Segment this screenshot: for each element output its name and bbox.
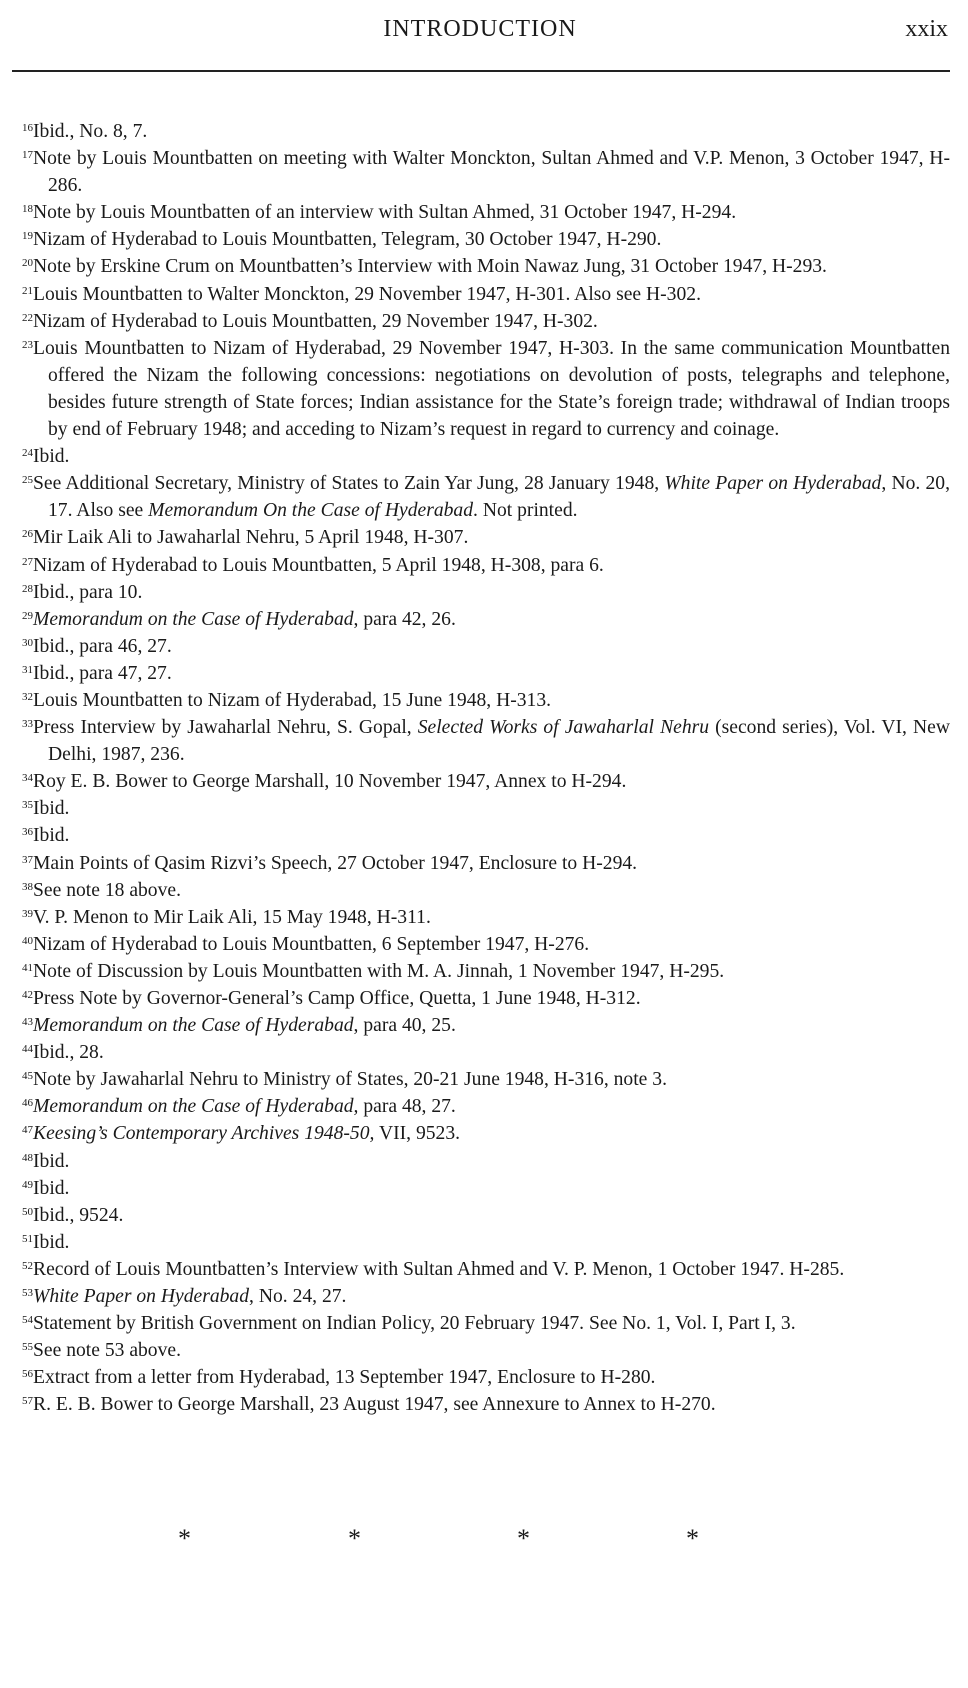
endnote-36 [22,822,950,849]
endnote-number: 36 [22,826,33,839]
endnote-number: 50 [22,1205,33,1218]
endnote-number: 30 [22,636,33,649]
page-number: xxix [905,16,948,42]
endnote-text: Ibid., para 47, 27. [33,662,172,684]
endnote-number: 27 [22,555,33,568]
endnote-italic-text: Memorandum on the Case of Hyderabad, [33,1096,359,1118]
ornament-star: * [517,1524,530,1553]
endnote-18 [22,199,950,226]
endnote-text: Mir Laik Ali to Jawaharlal Nehru, 5 April 1948, H-307. [33,527,469,549]
endnote-text: See note 18 above. [33,879,181,901]
running-title: INTRODUCTION [383,16,577,42]
endnote-number: 47 [22,1124,33,1137]
section-ornament [0,1524,968,1554]
endnote-text: Note by Louis Mountbatten of an interview with Sultan Ahmed, 31 October 1947, H-294. [33,202,737,224]
endnote-24 [22,443,950,470]
endnote-48 [22,1148,950,1175]
endnote-number: 57 [22,1395,33,1408]
endnote-number: 18 [22,203,33,216]
endnote-33 [22,714,950,768]
endnote-text: See Additional Secretary, Ministry of States to Zain Yar Jung, 28 January 1948, [33,473,665,495]
endnote-text: Ibid. [33,1150,70,1172]
endnote-text: R. E. B. Bower to George Marshall, 23 August 1947, see Annexure to Annex to H-270. [33,1394,716,1416]
endnote-italic-text: Memorandum on the Case of Hyderabad [33,608,354,630]
endnote-41 [22,958,950,985]
endnote-text: Ibid., 9524. [33,1204,124,1226]
endnote-text: See note 53 above. [33,1340,181,1362]
endnote-number: 29 [22,609,33,622]
endnote-text: Louis Mountbatten to Nizam of Hyderabad, 29 November 1947, H-303. In the same communication Mountbatten offered the Nizam the following concessions: negotiations on devolution of posts, telegraphs and telephone, besides future strength of State forces; Indian assistance for the State’s foreign trade; withdrawal of Indian troops by end of February 1948; and acceding to Nizam’s request in regard to currency and coinage. [33,337,950,441]
endnote-number: 33 [22,718,33,731]
endnote-text: Main Points of Qasim Rizvi’s Speech, 27 October 1947, Enclosure to H-294. [33,852,638,874]
endnote-italic-text: Memorandum on the Case of Hyderabad [33,1015,354,1037]
endnotes-list [22,118,950,1419]
endnote-number: 45 [22,1070,33,1083]
endnote-number: 52 [22,1259,33,1272]
endnote-text: Note by Louis Mountbatten on meeting with Walter Monckton, Sultan Ahmed and V.P. Menon, 3 October 1947, H-286. [33,148,950,197]
endnote-text: Nizam of Hyderabad to Louis Mountbatten, 5 April 1948, H-308, para 6. [33,554,604,576]
endnote-number: 44 [22,1043,33,1056]
endnote-52 [22,1256,950,1283]
endnote-text: Ibid. [33,446,70,468]
endnote-italic-text: Selected Works of Jawaharlal Nehru [417,717,710,739]
endnote-text: Press Interview by Jawaharlal Nehru, S. Gopal, [33,717,418,739]
endnote-text: Record of Louis Mountbatten’s Interview with Sultan Ahmed and V. P. Menon, 1 October 1947. H-285. [33,1258,845,1280]
endnote-text: , No. 24, 27. [249,1286,347,1308]
endnote-text: Ibid., 28. [33,1042,104,1064]
endnote-23 [22,335,950,443]
endnote-text: Nizam of Hyderabad to Louis Mountbatten, 6 September 1947, H-276. [33,933,590,955]
endnote-text: Note by Erskine Crum on Mountbatten’s Interview with Moin Nawaz Jung, 31 October 1947, H-293. [33,256,827,278]
endnote-text: Note by Jawaharlal Nehru to Ministry of States, 20-21 June 1948, H-316, note 3. [33,1069,667,1091]
endnote-text: , para 40, 25. [353,1015,456,1037]
endnote-number: 25 [22,474,33,487]
endnote-text: Ibid. [33,1231,70,1253]
endnote-text: Nizam of Hyderabad to Louis Mountbatten, 29 November 1947, H-302. [33,310,598,332]
endnote-text: Nizam of Hyderabad to Louis Mountbatten, Telegram, 30 October 1947, H-290. [33,229,662,251]
endnote-number: 46 [22,1097,33,1110]
endnote-21 [22,281,950,308]
endnote-number: 19 [22,230,33,243]
ornament-star: * [348,1524,361,1553]
endnote-text: Statement by British Government on Indian Policy, 20 February 1947. See No. 1, Vol. I, Part I, 3. [33,1313,796,1335]
endnote-number: 35 [22,799,33,812]
endnote-italic-text: Keesing’s Contemporary Archives 1948-50, [33,1123,375,1145]
endnote-46 [22,1093,950,1120]
endnote-text: Ibid. [33,798,70,820]
endnote-35 [22,795,950,822]
endnote-19 [22,226,950,253]
endnote-17 [22,145,950,199]
endnote-number: 20 [22,257,33,270]
endnote-28 [22,579,950,606]
endnote-56 [22,1364,950,1391]
endnote-text: Louis Mountbatten to Nizam of Hyderabad, 15 June 1948, H-313. [33,689,552,711]
endnote-text: Ibid. [33,825,70,847]
endnote-number: 40 [22,934,33,947]
endnote-text: Note of Discussion by Louis Mountbatten with M. A. Jinnah, 1 November 1947, H-295. [33,960,725,982]
endnote-italic-text: White Paper on Hyderabad [664,473,882,495]
endnote-text: . Not printed. [473,500,578,522]
endnote-50 [22,1202,950,1229]
endnote-number: 22 [22,311,33,324]
endnote-number: 28 [22,582,33,595]
endnote-number: 43 [22,1016,33,1029]
endnote-51 [22,1229,950,1256]
endnote-text: Ibid., No. 8, 7. [33,121,148,142]
endnote-number: 26 [22,528,33,541]
endnote-number: 41 [22,961,33,974]
endnote-number: 54 [22,1314,33,1327]
endnote-38 [22,877,950,904]
endnote-text: (second series), Vol. VI, New Delhi, 1987, 236. [48,717,951,766]
endnote-text: VII, 9523. [374,1123,461,1145]
endnote-31 [22,660,950,687]
endnote-text: Ibid., para 10. [33,581,143,603]
endnote-number: 39 [22,907,33,920]
endnote-text: para 48, 27. [358,1096,456,1118]
endnote-25 [22,470,950,524]
running-header [12,14,948,58]
endnote-text: , para 42, 26. [353,608,456,630]
endnote-45 [22,1066,950,1093]
endnote-40 [22,931,950,958]
endnote-27 [22,552,950,579]
endnote-53 [22,1283,950,1310]
endnote-number: 38 [22,880,33,893]
ornament-star: * [178,1524,191,1553]
endnote-26 [22,524,950,551]
endnote-number: 51 [22,1232,33,1245]
endnote-text: Roy E. B. Bower to George Marshall, 10 November 1947, Annex to H-294. [33,771,627,793]
endnote-number: 55 [22,1341,33,1354]
endnote-text: Ibid. [33,1177,70,1199]
endnote-32 [22,687,950,714]
endnote-number: 24 [22,447,33,460]
endnote-number: 16 [22,122,33,134]
endnote-italic-text: Memorandum On the Case of Hyderabad [148,500,474,522]
endnote-number: 21 [22,284,33,297]
endnote-number: 17 [22,149,33,162]
endnote-30 [22,633,950,660]
endnote-number: 31 [22,663,33,676]
header-rule [12,70,950,72]
endnote-34 [22,768,950,795]
endnote-number: 37 [22,853,33,866]
endnote-54 [22,1310,950,1337]
endnote-29 [22,606,950,633]
endnote-number: 34 [22,772,33,785]
endnote-number: 49 [22,1178,33,1191]
endnote-text: Press Note by Governor-General’s Camp Office, Quetta, 1 June 1948, H-312. [33,988,641,1009]
endnote-57 [22,1391,950,1418]
endnote-text: Ibid., para 46, 27. [33,635,172,657]
endnote-text: , No. 20, 17. Also see [48,473,951,522]
endnote-49 [22,1175,950,1202]
endnote-number: 53 [22,1287,33,1300]
endnote-55 [22,1337,950,1364]
endnote-number: 48 [22,1151,33,1164]
endnote-number: 23 [22,338,33,351]
endnote-number: 32 [22,690,33,703]
endnote-42 [22,985,950,1012]
endnote-22 [22,308,950,335]
endnote-16 [22,118,950,145]
endnote-37 [22,850,950,877]
endnote-text: Extract from a letter from Hyderabad, 13 September 1947, Enclosure to H-280. [33,1367,656,1389]
endnote-43 [22,1012,950,1039]
ornament-star: * [686,1524,699,1553]
endnote-text: V. P. Menon to Mir Laik Ali, 15 May 1948, H-311. [33,906,431,928]
endnote-text: Louis Mountbatten to Walter Monckton, 29 November 1947, H-301. Also see H-302. [33,283,701,305]
endnote-39 [22,904,950,931]
endnote-44 [22,1039,950,1066]
endnote-number: 42 [22,989,33,1001]
endnote-italic-text: White Paper on Hyderabad [33,1286,250,1308]
endnote-20 [22,253,950,280]
endnote-number: 56 [22,1368,33,1381]
endnote-47 [22,1120,950,1147]
